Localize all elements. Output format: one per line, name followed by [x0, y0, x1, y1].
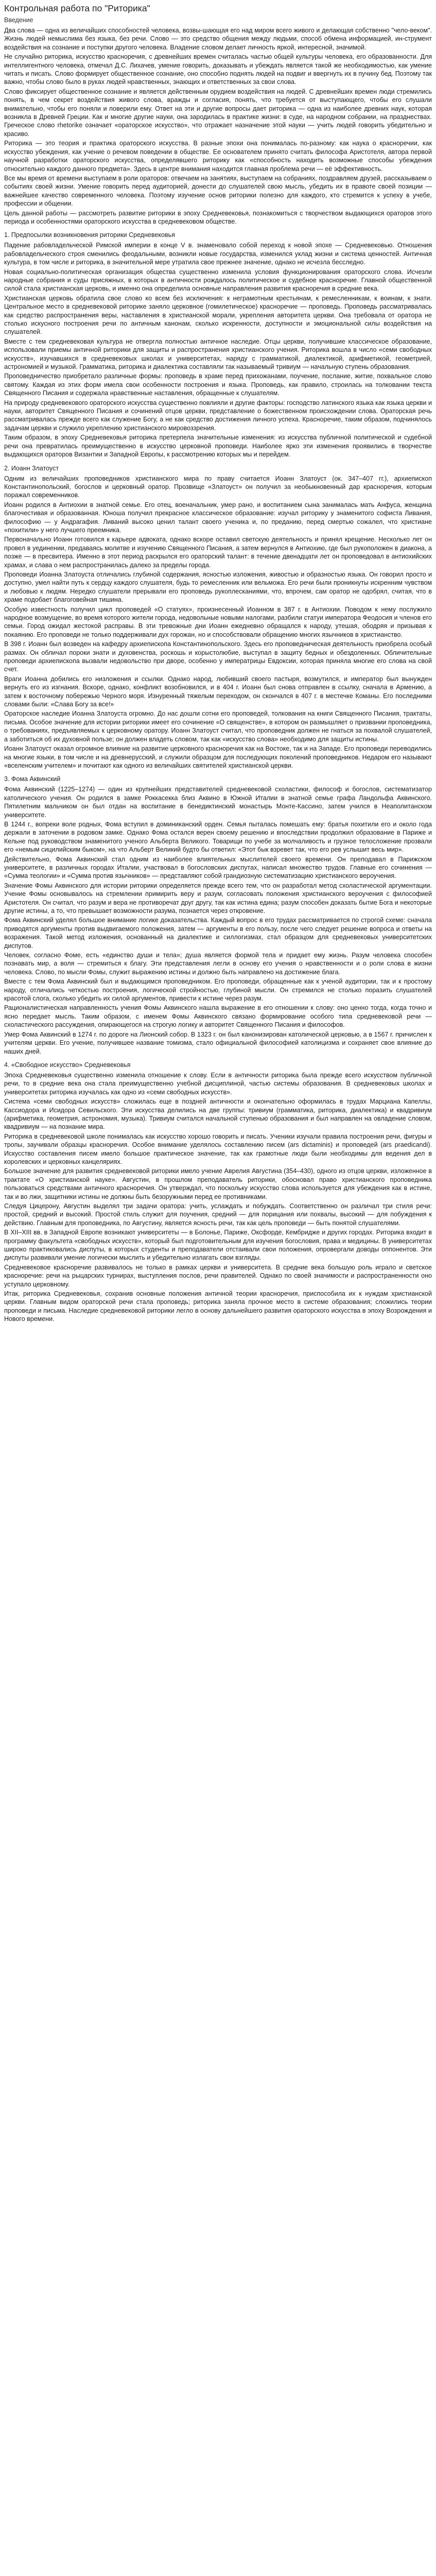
section-paragraph: Система «семи свободных искусств» сложилась еще в поздней античности и окончательно оформилась в трудах Марциана Капеллы, Кассиодора и Исидора Севильского. Эти искусства делились на две группы: тривиум (грамматика, риторика, диалектика) и квадривиум (арифметика, геометрия, астрономия, музыка). Тривиум считался начальной ступенью образования и был направлен на овладение словом, квадривиум — на познание мира. [4, 1098, 432, 1131]
intro-paragraph: Все мы время от времени выступаем в роли ораторов: отвечаем на занятиях, выступаем на собраниях, поздравляем друзей, рассказываем о событиях своей жизни. Умение говорить перед аудиторией, донести до слушателей свою мысль, убедить их в правоте своей позиции — важнейшее качество современного человека. Поэтому изучение основ риторики полезно для каждого, кто стремится к успеху в учебе, профессии и общении. [4, 174, 432, 208]
section-paragraph: В XII–XIII вв. в Западной Европе возникают университеты — в Болонье, Париже, Оксфорде, Кембридже и других городах. Риторика входит в программу факультета «свободных искусств», который был подготовительным для изучения богословия, права и медицины. В университетах широко практиковались диспуты, в которых студенты и преподаватели отстаивали свои положения, опровергали доводы оппонентов. Эти диспуты развивали умение логически мыслить и убедительно излагать свои взгляды. [4, 1229, 432, 1262]
section-paragraph: Враги Иоанна добились его низложения и ссылки. Однако народ, любивший своего пастыря, возмутился, и император был вынужден вернуть его из изгнания. Вскоре, однако, конфликт возобновился, и в 404 г. Иоанн был снова отправлен в ссылку, сначала в Армению, а затем к восточному побережью Черного моря. Изнуренный тяжелым переходом, он скончался в 407 г. в местечке Команы. Его последними словами были: «Слава Богу за все!» [4, 675, 432, 708]
section-paragraph: Вместе с тем Фома Аквинский был и выдающимся проповедником. Его проповеди, обращенные как к ученой аудитории, так и к простому народу, отличались четкостью построения, логической стройностью, глубиной мысли. Он стремился не столько поразить слушателей красотой слога, сколько убедить их силой аргументов, привести к истине через разум. [4, 978, 432, 1003]
section-paragraph: Фома Аквинский (1225–1274) — один из крупнейших представителей средневековой схоластики, философ и богослов, систематизатор католического учения. Он родился в замке Роккасекка близ Аквино в Южной Италии в знатной семье графа Ландольфа Аквинского. Пятилетним мальчиком он был отдан на воспитание в бенедиктинский монастырь Монте-Кассино, затем учился в Неаполитанском университете. [4, 786, 432, 819]
section-heading: 4. «Свободное искусство» Средневековья [4, 1061, 131, 1069]
section-paragraph: Новая социально-политическая организация общества существенно изменила условия функционирования ораторского слова. Исчезли народные собрания и суды присяжных, в которых в античности рождалось политическое и судебное красноречие. Главной общественной силой стала христианская церковь, и именно она определила основные направления развития красноречия в средние века. [4, 268, 432, 293]
section-paragraph: Вместе с тем средневековая культура не отвергла полностью античное наследие. Отцы церкви, получившие классическое образование, использовали приемы античной риторики для защиты и распространения христианского учения. Риторика вошла в число «семи свободных искусств», изучавшихся в средневековых школах и университетах, наряду с грамматикой, диалектикой, арифметикой, геометрией, астрономией и музыкой. Грамматика, риторика и диалектика составляли так называемый тривиум — начальную ступень образования. [4, 337, 432, 371]
section-2 [4, 464, 432, 770]
intro-label: Введение [4, 16, 33, 24]
section-paragraph: Одним из величайших проповедников христианского мира по праву считается Иоанн Златоуст (ок. 347–407 гг.), архиепископ Константинопольский, богослов и церковный оратор. Прозвище «Златоуст» он получил за необыкновенный дар красноречия, которым поражал современников. [4, 474, 432, 499]
section-paragraph: Иоанн Златоуст оказал огромное влияние на развитие церковного красноречия как на Востоке, так и на Западе. Его проповеди переводились на многие языки, в том числе и на древнерусский, и служили образцом для последующих поколений проповедников. Недаром его называют «вселенским учителем» и почитают как одного из величайших святителей христианской церкви. [4, 745, 432, 769]
section-paragraph: В 1244 г., вопреки воле родных, Фома вступил в доминиканский орден. Семья пыталась помешать ему: братья похитили его и около года держали в заточении в родовом замке. Однако Фома остался верен своему решению и впоследствии продолжил образование в Париже и Кельне под руководством знаменитого ученого Альберта Великого. Товарищи по учебе за молчаливость и грузное телосложение прозвали его «немым сицилийским быком», на что Альберт Великий будто бы ответил: «Этот бык взревет так, что его рев услышит весь мир». [4, 820, 432, 854]
section-paragraph: Фома Аквинский уделял большое внимание логике доказательства. Каждый вопрос в его трудах рассматривается по строгой схеме: сначала приводятся аргументы против выдвигаемого положения, затем — аргументы в его пользу, после чего следует решение вопроса и ответы на возражения. Такой метод изложения, основанный на диалектике и силлогизмах, стал образцом для средневековых университетских диспутов. [4, 917, 432, 950]
section-4 [4, 1061, 432, 1324]
section-paragraph: Следуя Цицерону, Августин выделял три задачи оратора: учить, услаждать и побуждать. Соответственно он различал три стиля речи: простой, средний и высокий. Простой стиль служит для поучения, средний — для порицания или похвалы, высокий — для побуждения к действию. Главным для проповедника, по Августину, является ясность речи, так как цель проповеди — быть понятой слушателями. [4, 1202, 432, 1227]
section-paragraph: Итак, риторика Средневековья, сохранив основные положения античной теории красноречия, приспособила их к нуждам христианской церкви. Главным видом ораторской речи стала проповедь; риторика заняла прочное место в системе образования; сложились теории проповеди и письма. Наследие средневековой риторики легло в основу дальнейшего развития ораторского искусства в эпоху Возрождения и Нового времени. [4, 1290, 432, 1323]
section-paragraph: Рационалистическая направленность учения Фомы Аквинского нашла выражение в его отношении к слову: оно ценно тогда, когда точно и ясно передает мысль. Таким образом, с именем Фомы Аквинского связано формирование особого типа средневековой речи — схоластического рассуждения, опирающегося на строгую логику и авторитет Священного Писания и философов. [4, 1004, 432, 1029]
section-heading: 1. Предпосылки возникновения риторики Средневековья [4, 231, 175, 239]
section-paragraph: Особую известность получил цикл проповедей «О статуях», произнесенный Иоанном в 387 г. в Антиохии. Поводом к нему послужило народное возмущение, во время которого жители города, недовольные новыми налогами, разбили статуи императора Феодосия и членов его семьи. Город ожидал жестокой расправы. В эти тревожные дни Иоанн ежедневно обращался к народу, утешая, ободряя и призывая к покаянию. Его проповеди не только поддерживали дух горожан, но и способствовали обращению многих язычников в христианство. [4, 605, 432, 638]
section-paragraph: Проповеди Иоанна Златоуста отличались глубиной содержания, ясностью изложения, живостью и образностью языка. Он говорил просто и доступно, умел найти путь к сердцу каждого слушателя, будь то ремесленник или вельможа. Его речи были проникнуты искренним чувством и любовью к людям. Нередко слушатели прерывали его проповедь рукоплесканиями, что, впрочем, сам оратор не одобрял, считая, что в храме подобает благоговейная тишина. [4, 570, 432, 604]
intro-paragraph: Два слова — одна из величайших способностей человека, возвы-шающая его над миром всего живого и делающая собственно "чело-веком". Жизнь людей немыслима без языка, без речи. Слово — это средство общения между людьми, способ обмена информацией, ин-струмент воздействия на сознание и поступки другого человека. Владение словом делает личность яркой, интересной, значимой. [4, 27, 432, 51]
intro-paragraph: Риторика — это теория и практика ораторского искусства. В разные эпохи она понималась по-разному: как наука о красноречии, как искусство убеждения, как учение о речевом поведении в обществе. Ее основателем принято считать философа Аристотеля, автора первой научной разработки ораторского искусства, определявшего риторику как «способность находить возможные способы убеждения относительно каждого данного предмета». Здесь в центре внимания находится главная проблема речи — её эффективность. [4, 140, 432, 173]
section-3 [4, 775, 432, 1056]
section-paragraph: На природу средневекового ораторского искусства существенно повлияли и другие факторы: господство латинского языка как языка церкви и науки, авторитет Священного Писания и сочинений отцов церкви, представление о божественном происхождении слова. Ораторская речь рассматривалась прежде всего как служение Богу, а не как средство достижения личного успеха. Красноречие, таким образом, подчинялось задачам церкви и служило укреплению христианского мировоззрения. [4, 399, 432, 432]
section-heading: 3. Фома Аквинский [4, 775, 61, 783]
section-paragraph: Ораторское наследие Иоанна Златоуста огромно. До нас дошли сотни его проповедей, толкования на книги Священного Писания, трактаты, письма. Особое значение для истории риторики имеет его сочинение «О священстве», в котором он размышляет о призвании проповедника, о требованиях, предъявляемых к церковному оратору. Иоанн Златоуст считал, что проповедник должен не гнаться за похвалой слушателей, а заботиться об их духовной пользе; он должен владеть словом, так как «искусство слова» необходимо для защиты истины. [4, 710, 432, 743]
section-paragraph: Падение рабовладельческой Римской империи в конце V в. знаменовало собой переход к новой эпохе — Средневековью. Отношения рабовладельческого строя сменились феодальными, возникли новые государства, изменился уклад жизни и система ценностей. Античная культура, в том числе и риторика, в значительной мере утратила свое прежнее значение, однако не исчезла бесследно. [4, 242, 432, 266]
section-paragraph: Иоанн родился в Антиохии в знатной семье. Его отец, военачальник, умер рано, и воспитанием сына занималась мать Анфуса, женщина благочестивая и образованная. Юноша получил прекрасное классическое образование: изучал риторику у знаменитого софиста Ливания, философию — у Андрагафия. Ливаний высоко ценил талант своего ученика и, по преданию, перед смертью сожалел, что христиане «похитили» у него лучшего преемника. [4, 501, 432, 534]
section-paragraph: Эпоха Средневековья существенно изменила отношение к слову. Если в античности риторика была прежде всего искусством публичной речи, то в средние века она стала преимущественно учебной дисциплиной, частью системы образования. В средневековых школах и университетах риторика изучалась как одно из «семи свободных искусств». [4, 1071, 432, 1096]
section-paragraph: Человек, согласно Фоме, есть «единство души и тела»; душа является формой тела и придает ему жизнь. Разум человека способен познавать мир, а воля — стремиться к благу. Эти представления легли в основу его учения о нравственности и о роли слова в жизни человека. Слово, по мысли Фомы, служит выражению истины и должно быть направлено на достижение блага. [4, 952, 432, 976]
intro-paragraph: Слово фиксирует общественное сознание и является действенным орудием воздействия на людей. С древнейших времен люди стремились понять, в чем секрет воздействия живого слова, вражды и согласия, понять, что требуется от выступающего, чтобы его слушали внимательно, чтобы его поняли и поверили ему. Ответ на эти и другие вопросы дает риторика — одна из наиболее древних наук, которая возникла в Древней Греции. Как и многие другие науки, она зародилась в практике жизни: в суде, на народном собрании, на празднествах. Греческое слово rhetorike означает «ораторское искусство», что отражает назначение этой науки — учить людей говорить убедительно и красиво. [4, 88, 432, 138]
section-paragraph: Первоначально Иоанн готовился к карьере адвоката, однако вскоре оставил светскую деятельность и принял крещение. Несколько лет он провел в уединении, предаваясь молитве и изучению Священного Писания, а затем вернулся в Антиохию, где был рукоположен в диакона, а позже — в пресвитера. Именно в этот период раскрылся его ораторский талант: в течение двенадцати лет он проповедовал в антиохийских храмах, и слава о нем распространилась далеко за пределы города. [4, 536, 432, 569]
section-paragraph: Проповедничество приобретало различные формы: проповедь в храме перед прихожанами, поучение, послание, житие, похвальное слово святому. Каждая из этих форм имела свои особенности построения и языка. Проповедь, как правило, строилась на толковании текста Священного Писания и содержала нравственные наставления, обращенные к слушателям. [4, 372, 432, 397]
section-paragraph: Таким образом, в эпоху Средневековья риторика претерпела значительные изменения: из искусства публичной политической и судебной речи она превратилась преимущественно в искусство церковной проповеди. Наиболее ярко эти изменения проявились в творчестве выдающихся ораторов Византии и Западной Европы, к рассмотрению которых мы и перейдем. [4, 434, 432, 459]
section-paragraph: Большое значение для развития средневековой риторики имело учение Аврелия Августина (354–430), одного из отцов церкви, изложенное в трактате «О христианской науке». Августин, в прошлом преподаватель риторики, обосновал право христианского проповедника пользоваться средствами античного красноречия. Он утверждал, что поскольку искусство слова используется для убеждения как в истине, так и во лжи, защитники истины не должны быть безоружными перед ее противниками. [4, 1167, 432, 1200]
section-1 [4, 231, 432, 459]
section-paragraph: Риторика в средневековой школе понималась как искусство хорошо говорить и писать. Ученики изучали правила построения речи, фигуры и тропы, заучивали образцы красноречия. Особое внимание уделялось составлению писем (ars dictaminis) и проповедей (ars praedicandi). Искусство составления писем имело большое практическое значение, так как грамотные люди были необходимы для ведения дел в королевских и церковных канцеляриях. [4, 1132, 432, 1165]
intro-paragraph: Не случайно риторика, искусство красноречия, с древнейших времен считалась частью общей культуры человека, его образованности. Для интеллигентного человека, отмечал Д.С. Лихачев, умение говорить, доказывать и убеждать является такой же необходимостью, как умение читать и писать. Слово формирует общественное сознание, оно способно поднять людей на подвиг и ввергнуть их в пучину бед. Поэтому так важно, чтобы слово было в руках людей нравственных, знающих и ответственных за свои слова. [4, 53, 432, 86]
section-heading: 2. Иоанн Златоуст [4, 464, 59, 472]
intro-section [4, 26, 432, 226]
section-paragraph: В 398 г. Иоанн был возведен на кафедру архиепископа Константинопольского. Здесь его проповедническая деятельность приобрела особый размах. Он обличал пороки знати и духовенства, роскошь и корыстолюбие, выступал в защиту бедных и обездоленных. Обличительные проповеди архиепископа вызвали недовольство при дворе, особенно у императрицы Евдоксии, которая приняла многие его слова на свой счет. [4, 640, 432, 673]
section-paragraph: Средневековое красноречие развивалось не только в рамках церкви и университета. В средние века большую роль играло и светское красноречие: речи на рыцарских турнирах, выступления послов, речи правителей. Однако по своей значимости и распространенности оно уступало церковному. [4, 1263, 432, 1288]
document-title: Контрольная работа по "Риторика" [4, 3, 150, 13]
section-paragraph: Значение Фомы Аквинского для истории риторики определяется прежде всего тем, что он разработал метод схоластической аргументации. Учение Фомы основывалось на стремлении примирить веру и разум, согласовать положения христианского вероучения с философией Аристотеля. Он считал, что разум и вера не противоречат друг другу, так как истина едина; разум способен доказать бытие Бога и некоторые другие истины, а то, что превышает возможности разума, познается через откровение. [4, 882, 432, 914]
section-paragraph: Действительно, Фома Аквинский стал одним из наиболее влиятельных мыслителей своего времени. Он преподавал в Парижском университете, в различных городах Италии, участвовал в богословских диспутах, написал множество трудов. Главные его сочинения — «Сумма теологии» и «Сумма против язычников» — представляют собой грандиозную систематизацию христианского вероучения. [4, 855, 432, 880]
section-paragraph: Умер Фома Аквинский в 1274 г. по дороге на Лионский собор. В 1323 г. он был канонизирован католической церковью, а в 1567 г. причислен к учителям церкви. Его учение, получившее название томизма, стало официальной философией католицизма и сохраняет свое влияние до наших дней. [4, 1030, 432, 1055]
intro-paragraph: Цель данной работы — рассмотреть развитие риторики в эпоху Средневековья, познакомиться с творчеством выдающихся ораторов этого периода и особенностями ораторского искусства в средневековом обществе. [4, 209, 432, 225]
section-paragraph: Христианская церковь обратила свое слово ко всем без исключения: к неграмотным крестьянам, к ремесленникам, к воинам, к знати. Центральное место в средневековой риторике заняло церковное (гомилетическое) красноречие — проповедь. Проповедь рассматривалась как средство распространения веры, наставления в христианской морали, укрепления авторитета церкви. Она требовала от оратора не столько искусного построения речи по античным канонам, сколько искренности, доступности и эмоциональной силы воздействия на слушателей. [4, 294, 432, 336]
